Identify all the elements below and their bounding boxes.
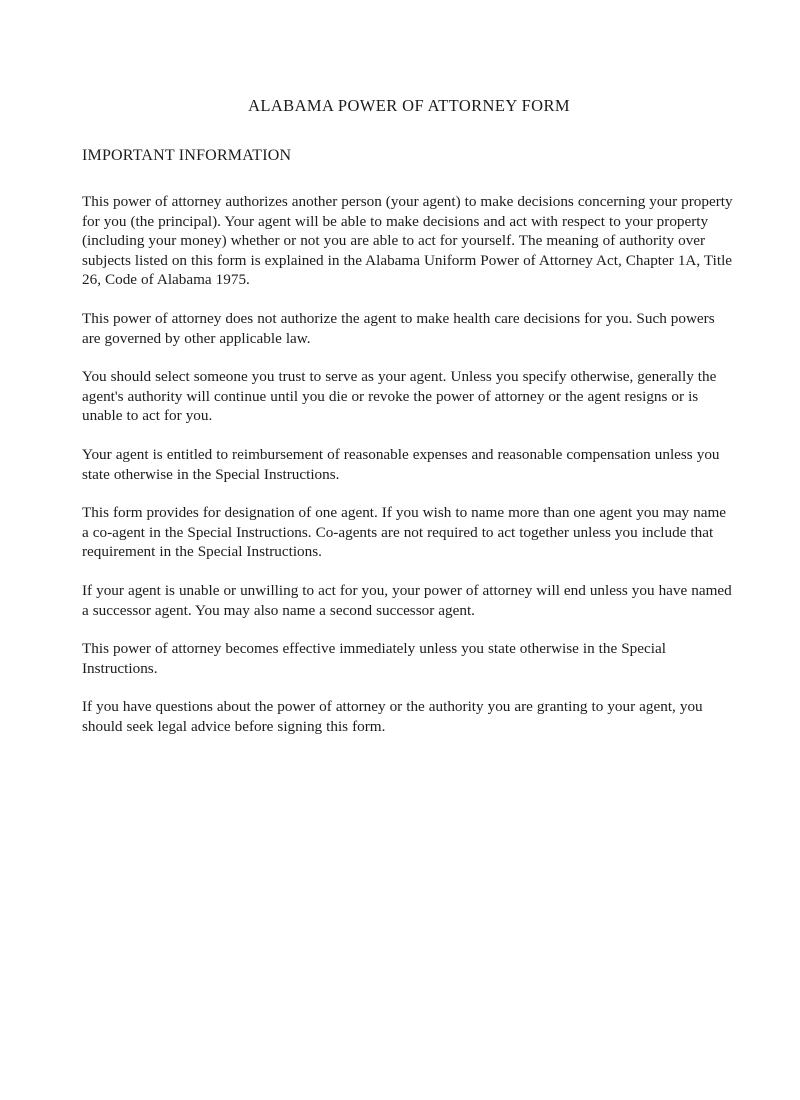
document-content [82,96,736,736]
paragraph-effective-date: This power of attorney becomes effective immediately unless you state otherwise in the Special Instructions. [82,640,666,677]
page-title: ALABAMA POWER OF ATTORNEY FORM [248,96,570,115]
paragraph-health-care-exclusion: This power of attorney does not authorize the agent to make health care decisions for you. Such powers are governed by other applicable law. [82,309,715,347]
paragraph-agent-compensation: Your agent is entitled to reimbursement of reasonable expenses and reasonable compensation unless you state otherwise in the Special Instructions. [82,445,720,483]
paragraph-legal-advice: If you have questions about the power of attorney or the authority you are granting to your agent, you should seek legal advice before signing this form. [82,698,703,735]
paragraph-successor-agent: If your agent is unable or unwilling to act for you, your power of attorney will end unless you have named a successor agent. You may also name a second successor agent. [82,581,732,619]
section-heading-important-information: IMPORTANT INFORMATION [82,147,292,164]
paragraph-selecting-agent: You should select someone you trust to serve as your agent. Unless you specify otherwise, generally the agent's authority will continue until you die or revoke the power of attorney or the agent resigns or is unable to act for you. [82,368,717,425]
paragraph-authorization-scope: This power of attorney authorizes another person (your agent) to make decisions concerning your property for you (the principal). Your agent will be able to make decisions and act with respect to your property (including your money) whether or not you are able to act for yourself. The meaning of authority over subjects listed on this form is explained in the Alabama Uniform Power of Attorney Act, Chapter 1A, Title 26, Code of Alabama 1975. [82,193,733,289]
paragraph-co-agent-designation: This form provides for designation of one agent. If you wish to name more than one agent you may name a co-agent in the Special Instructions. Co-agents are not required to act together unless you include that requirement in the Special Instructions. [82,504,727,561]
